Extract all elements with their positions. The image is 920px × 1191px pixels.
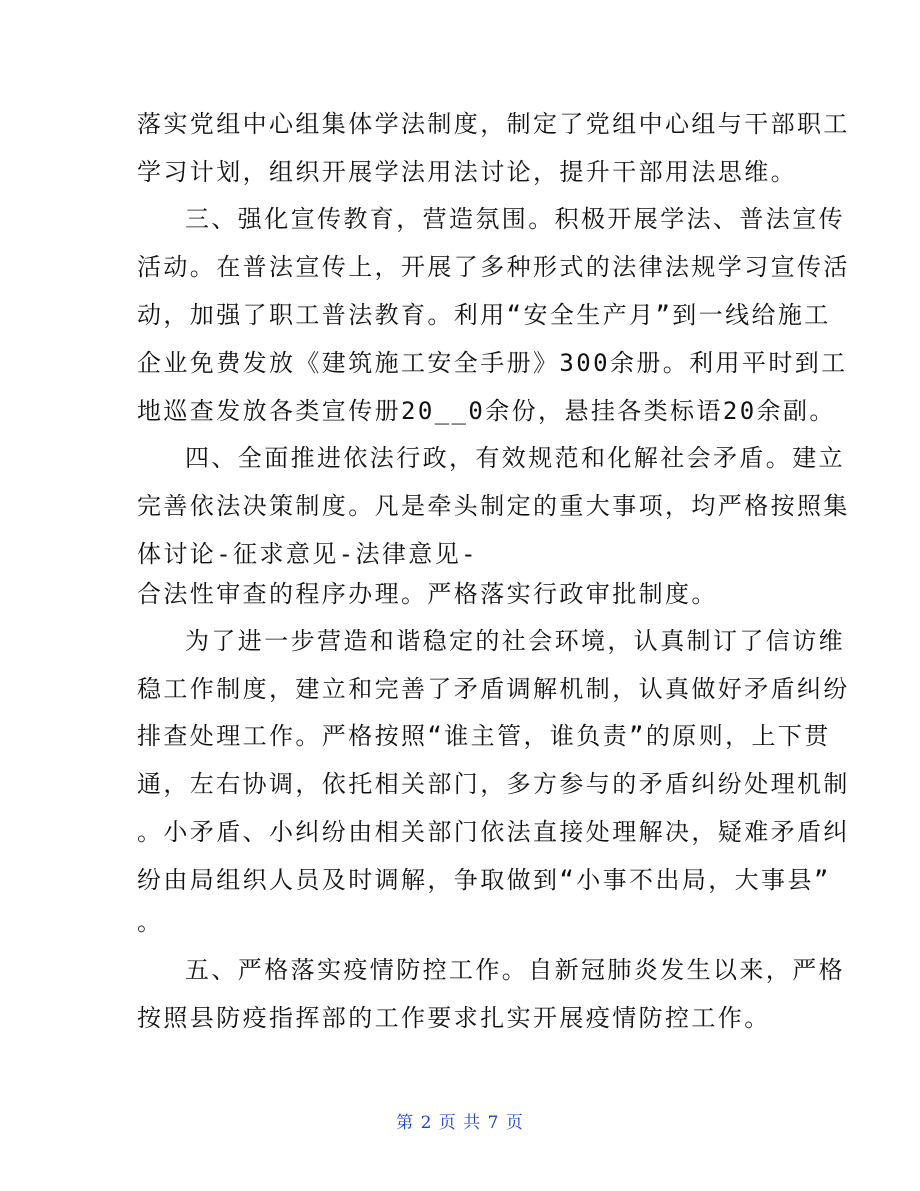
text-line: 。小矛盾、小纠纷由相关部门依法直接处理解决，疑难矛盾纠 — [137, 818, 850, 846]
text-line: 完善依法决策制度。凡是牵头制定的重大事项，均严格按照集 — [137, 492, 850, 520]
page-number-footer: 第 2 页 共 7 页 — [396, 1113, 524, 1133]
text-line: 五、严格落实疫情防控工作。自新冠肺炎发生以来，严格 — [185, 956, 845, 984]
text-line: 活动。在普法宣传上，开展了多种形式的法律法规学习宣传活 — [137, 253, 850, 281]
text-line: 通，左右协调，依托相关部门，多方参与的矛盾纠纷处理机制 — [137, 770, 850, 798]
text-line: 。 — [137, 908, 164, 936]
text-line: 体讨论-征求意见-法律意见- — [137, 540, 478, 568]
text-line: 学习计划，组织开展学法用法讨论，提升干部用法思维。 — [137, 158, 797, 186]
text-line: 落实党组中心组集体学法制度，制定了党组中心组与干部职工 — [137, 110, 850, 138]
text-line: 排查处理工作。严格按照“谁主管，谁负责”的原则，上下贯 — [137, 722, 831, 750]
text-line: 为了进一步营造和谐稳定的社会环境，认真制订了信访维 — [185, 627, 845, 655]
text-line: 按照县防疫指挥部的工作要求扎实开展疫情防控工作。 — [137, 1004, 771, 1032]
text-line: 动，加强了职工普法教育。利用“安全生产月”到一线给施工 — [137, 301, 831, 329]
text-line: 合法性审查的程序办理。严格落实行政审批制度。 — [137, 580, 718, 608]
text-line: 三、强化宣传教育，营造氛围。积极开展学法、普法宣传 — [185, 205, 845, 233]
text-line: 四、全面推进依法行政，有效规范和化解社会矛盾。建立 — [185, 444, 845, 472]
text-line: 地巡查发放各类宣传册20__0余份，悬挂各类标语20余副。 — [137, 397, 836, 425]
text-line: 企业免费发放《建筑施工安全手册》300余册。利用平时到工 — [137, 349, 848, 377]
text-line: 稳工作制度，建立和完善了矛盾调解机制，认真做好矛盾纠纷 — [137, 675, 850, 703]
text-line: 纷由局组织人员及时调解，争取做到“小事不出局，大事县” — [137, 866, 831, 894]
